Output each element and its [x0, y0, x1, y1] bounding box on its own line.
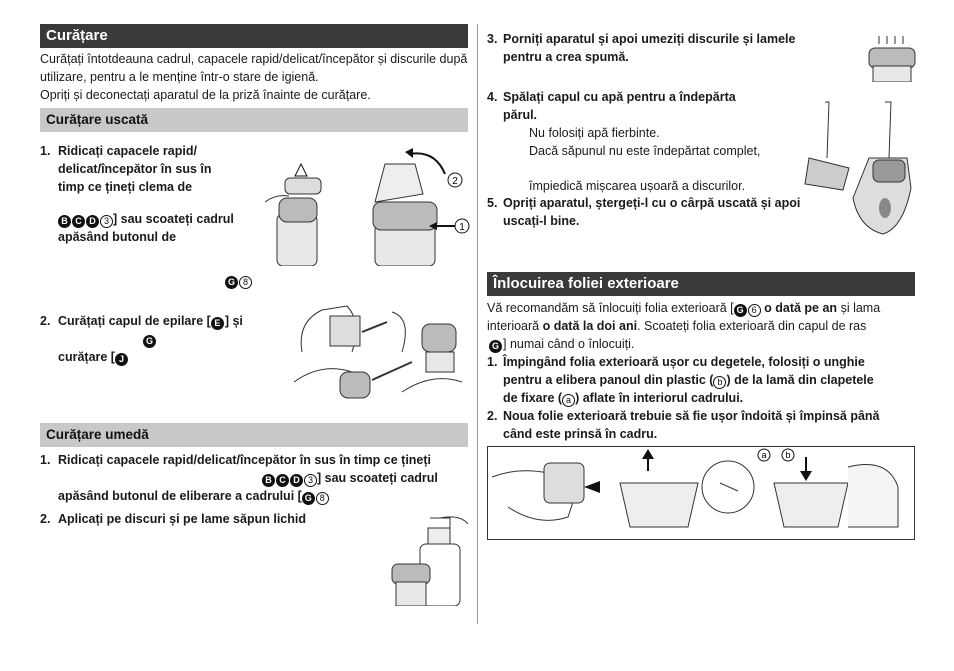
wet-step-2: 2. Aplicați pe discuri și pe lame săpun lichid	[40, 512, 306, 526]
foil-step-1: 1. Împingând folia exterioară ușor cu degetele, folosiți o unghie pentru a elibera panoul din plastic ( b ) de la lamă din clapetele de fixare ( a ) aflate în interiorul cadrului.	[487, 355, 874, 405]
dry-step-1-text: Ridicați capacele rapid/ delicat/începător în sus în timp ce țineți clema de	[58, 144, 212, 194]
icon-g: G	[225, 276, 238, 289]
callout-a: a	[761, 450, 767, 460]
right-column	[487, 24, 915, 634]
dry-step-2-icon: G	[143, 330, 157, 348]
column-divider	[477, 24, 478, 624]
dry-step-1-ref2: G 8	[225, 271, 252, 289]
cleaning-warning: Opriți și deconectați aparatul de la priză înainte de curățare.	[40, 88, 371, 102]
foil-step-2: 2. Noua folie exterioară trebuie să fie ușor îndoită și împinsă până când este prinsă în cadru.	[487, 409, 880, 441]
foil-p3: G ] numai când o înlocuiți.	[489, 335, 919, 353]
section-title-wet: Curățare umedă	[40, 423, 468, 447]
section-title-foil: Înlocuirea foliei exterioare	[487, 272, 915, 296]
wet-step-1-text: Ridicați capacele rapid/delicat/începător în sus în timp ce țineți	[58, 453, 432, 467]
step-4: 4. Spălați capul cu apă pentru a îndepărta părul.	[487, 90, 736, 122]
step-5: 5. Opriți aparatul, ștergeți-l cu o cârpă uscată și apoi uscați-l bine.	[487, 196, 801, 228]
dry-step-2-brush: curățare [ J	[58, 348, 129, 366]
rinse-figure	[803, 98, 915, 240]
step-4-note-2: Dacă săpunul nu este îndepărtat complet,	[529, 144, 761, 158]
foil-p2: interioară o dată la doi ani. Scoateți folia exterioară din capul de ras	[487, 319, 867, 333]
section-title-dry: Curățare uscată	[40, 108, 468, 132]
wet-step-1-ref: B C D 3 ] sau scoateți cadrul	[262, 469, 438, 487]
icon-b: B	[58, 215, 71, 228]
cleaning-intro: Curățați întotdeauna cadrul, capacele rapid/delicat/începător și discurile după utilizare, pentru a le menține într-o stare de igienă.	[40, 52, 468, 84]
step-4-note-1: Nu folosiți apă fierbinte.	[529, 126, 660, 140]
dry-step-2: 2. Curățați capul de epilare [ E ] și	[40, 314, 243, 328]
step-3: 3. Porniți aparatul și apoi umeziți discurile și lamele pentru a crea spumă.	[487, 32, 796, 64]
dry-step-1: 1. Ridicați capacele rapid/ delicat/începător în sus în timp ce țineți clema de	[40, 142, 240, 196]
step-4-note-3: împiedică mișcarea ușoară a discurilor.	[529, 179, 746, 193]
callout-b: b	[785, 450, 791, 460]
wet-figure	[390, 514, 470, 606]
dry-figure-2	[292, 302, 470, 410]
icon-j: J	[115, 353, 128, 366]
icon-d: D	[86, 215, 99, 228]
wet-step-1-c: apăsând butonul de eliberare a cadrului [ G 8	[58, 487, 329, 505]
foil-p1: Vă recomandăm să înlocuiți folia exterioară [ G 6 o dată pe an și lama	[487, 301, 881, 315]
icon-c: C	[72, 215, 85, 228]
icon-e: E	[211, 317, 224, 330]
wet-step-1: 1. Ridicați capacele rapid/delicat/începător în sus în timp ce țineți	[40, 451, 468, 469]
section-title-cleaning: Curățare	[40, 24, 468, 48]
foil-figure	[487, 446, 915, 540]
foam-figure	[867, 34, 917, 82]
ref-3: 3	[100, 215, 113, 228]
callout-2: 2	[452, 176, 458, 187]
dry-step-1-ref: B C D 3 ] sau scoateți cadrul apăsând butonul de	[58, 212, 234, 244]
left-column	[40, 24, 468, 634]
dry-figure-1	[265, 144, 470, 266]
callout-1: 1	[459, 222, 465, 233]
